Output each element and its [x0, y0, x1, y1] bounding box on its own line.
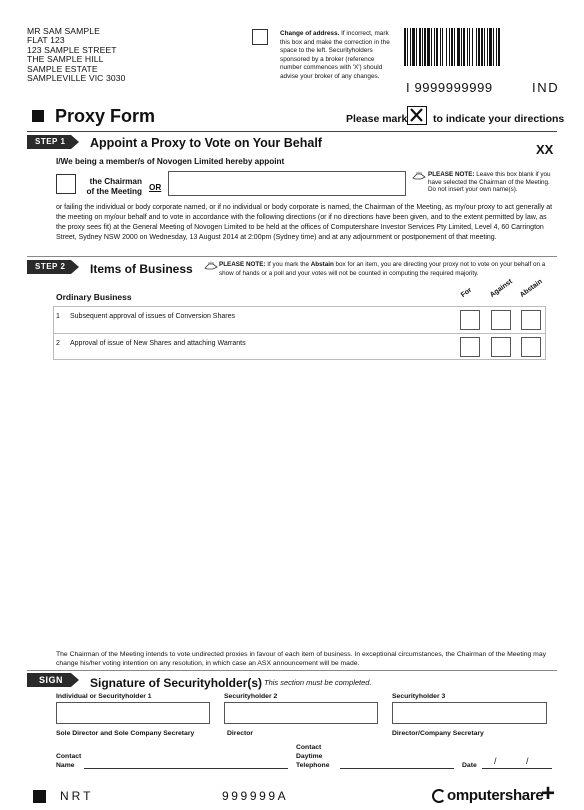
vote-for-checkbox[interactable]	[460, 310, 480, 330]
barcode	[404, 28, 560, 66]
logo-c-icon	[432, 789, 446, 803]
holder2-role: Director	[227, 730, 254, 737]
footer-nrt: NRT	[60, 789, 94, 803]
change-of-address-checkbox[interactable]	[252, 29, 268, 45]
note-title: PLEASE NOTE:	[428, 171, 475, 178]
address-line: FLAT 123	[27, 35, 65, 46]
holder1-signature-field[interactable]	[56, 702, 210, 724]
column-against: Against	[488, 278, 514, 299]
contact-phone-field[interactable]	[340, 768, 454, 769]
appointment-paragraph: or failing the individual or body corporate named, or if no individual or body corporate is named, the Chairman of the Meeting, as my/our proxy to act generally at the meeting on my/our behalf and to vote in accordance with the following directions (or if no directions have been given, and to the extent permitted by law, as the proxy sees fit) at the General Meeting of Novogen Limited to be held at the offices of Computershare Investor Services Pty Limited, Level 4, 60 Carrington Street, Sydney NSW 2000 on Wednesday, 13 August 2014 at 2:00pm (Sydney time) and at any adjournment or postponement of that meeting.	[56, 204, 553, 241]
computershare-logo	[432, 787, 543, 804]
address-line: SAMPLEVILLE VIC 3030	[27, 73, 126, 84]
appoint-statement: I/We being a member/s of Novogen Limited hereby appoint	[56, 157, 285, 166]
note-abstain: Abstain	[310, 261, 334, 268]
logo-text: omputershare	[447, 787, 544, 804]
srn-value: 9999999999	[414, 80, 493, 95]
mark-instruction-suffix: to indicate your directions	[433, 113, 565, 125]
holder3-label: Securityholder 3	[392, 693, 446, 700]
holder1-label: Individual or Securityholder 1	[56, 693, 152, 700]
srn-number	[406, 80, 493, 95]
mark-instruction-prefix: Please mark	[346, 113, 408, 125]
holder3-signature-field[interactable]	[392, 702, 547, 724]
holder2-signature-field[interactable]	[224, 702, 378, 724]
resolution-number: 2	[56, 340, 60, 347]
chairman-checkbox[interactable]	[56, 174, 76, 194]
label-line: Name	[56, 762, 75, 769]
chairman-label	[80, 177, 142, 197]
hand-pointer-icon	[204, 261, 218, 270]
sign-tag: SIGN	[27, 673, 71, 687]
step2-note	[219, 261, 549, 278]
address-line: THE SAMPLE HILL	[27, 54, 104, 65]
holder-type: IND	[532, 80, 560, 95]
proxy-name-field[interactable]	[168, 171, 406, 196]
table-border	[53, 306, 54, 360]
vote-abstain-checkbox[interactable]	[521, 310, 541, 330]
resolution-number: 1	[56, 313, 60, 320]
or-label: OR	[149, 183, 162, 192]
contact-phone-label	[296, 743, 329, 770]
step1-code: XX	[536, 142, 554, 157]
step1-note	[428, 171, 556, 194]
step2-title: Items of Business	[90, 262, 193, 276]
vote-against-checkbox[interactable]	[491, 310, 511, 330]
date-field[interactable]	[482, 768, 552, 769]
mark-example-box	[407, 106, 427, 125]
resolution-text: Approval of issue of New Shares and attaching Warrants	[70, 340, 246, 347]
sign-subtitle: This section must be completed.	[264, 678, 372, 687]
resolution-row	[53, 306, 545, 333]
note-text: box for an item, you are directing your proxy not to vote on your behalf on a show of hands or a poll and your votes will not be counted in computing the required majority.	[219, 261, 546, 277]
vote-abstain-checkbox[interactable]	[521, 337, 541, 357]
column-for: For	[459, 286, 474, 299]
change-of-address-text	[280, 30, 392, 82]
table-border	[545, 306, 546, 360]
chairman-label-line: of the Meeting	[86, 187, 142, 196]
step2-tag: STEP 2	[27, 260, 71, 274]
srn-prefix: I	[406, 80, 411, 95]
label-line: Daytime	[296, 753, 323, 760]
date-label: Date	[462, 762, 477, 769]
title-square-icon	[32, 110, 44, 122]
footer-code: 999999A	[222, 789, 289, 803]
column-abstain: Abstain	[518, 278, 544, 299]
change-of-address-body: If incorrect, mark this box and make the correction in the space to the left. Securityholders sponsored by a broker (reference number commences with 'X') should advise your broker of any changes.	[280, 30, 390, 80]
vote-against-checkbox[interactable]	[491, 337, 511, 357]
chairman-label-line: the Chairman	[89, 177, 142, 186]
resolution-row	[53, 333, 545, 360]
vote-for-checkbox[interactable]	[460, 337, 480, 357]
chairman-intention-note: The Chairman of the Meeting intends to vote undirected proxies in favour of each item of business. In exceptional circumstances, the Chairman of the Meeting may change his/her voting intention on any resolution, in which case an ASX announcement will be made.	[56, 651, 547, 667]
date-separator: /	[526, 756, 529, 766]
divider	[27, 670, 557, 671]
step1-tag: STEP 1	[27, 135, 71, 149]
resolution-text: Subsequent approval of issues of Conversion Shares	[70, 313, 235, 320]
sign-title: Signature of Securityholder(s)	[90, 676, 263, 690]
holder1-role: Sole Director and Sole Company Secretary	[56, 730, 195, 737]
footer-square-icon	[33, 790, 46, 803]
note-body: Leave this box blank if you have selected the Chairman of the Meeting. Do not insert your own name(s).	[428, 171, 551, 194]
date-separator: /	[494, 756, 497, 766]
holder2-label: Securityholder 2	[224, 693, 278, 700]
address-line: 123 SAMPLE STREET	[27, 44, 117, 55]
address-line: MR SAM SAMPLE	[27, 26, 100, 36]
note-text: If you mark the	[265, 261, 311, 268]
note-title: PLEASE NOTE:	[219, 261, 266, 268]
hand-pointer-icon	[412, 171, 426, 180]
mailing-address	[27, 27, 126, 83]
ordinary-business-heading: Ordinary Business	[56, 292, 132, 302]
label-line: Contact	[296, 744, 322, 751]
holder3-role: Director/Company Secretary	[392, 730, 484, 737]
barcode-bar	[500, 28, 502, 66]
contact-name-field[interactable]	[84, 768, 288, 769]
plus-icon: +	[541, 780, 556, 807]
step1-title: Appoint a Proxy to Vote on Your Behalf	[90, 136, 322, 150]
form-title: Proxy Form	[55, 106, 156, 126]
cross-mark-icon	[408, 107, 425, 123]
address-line: SAMPLE ESTATE	[27, 63, 98, 74]
label-line: Telephone	[296, 762, 330, 769]
label-line: Contact	[56, 753, 82, 760]
change-of-address-title: Change of address.	[280, 30, 340, 37]
divider	[27, 256, 557, 257]
divider	[27, 131, 557, 132]
contact-name-label	[56, 752, 81, 770]
